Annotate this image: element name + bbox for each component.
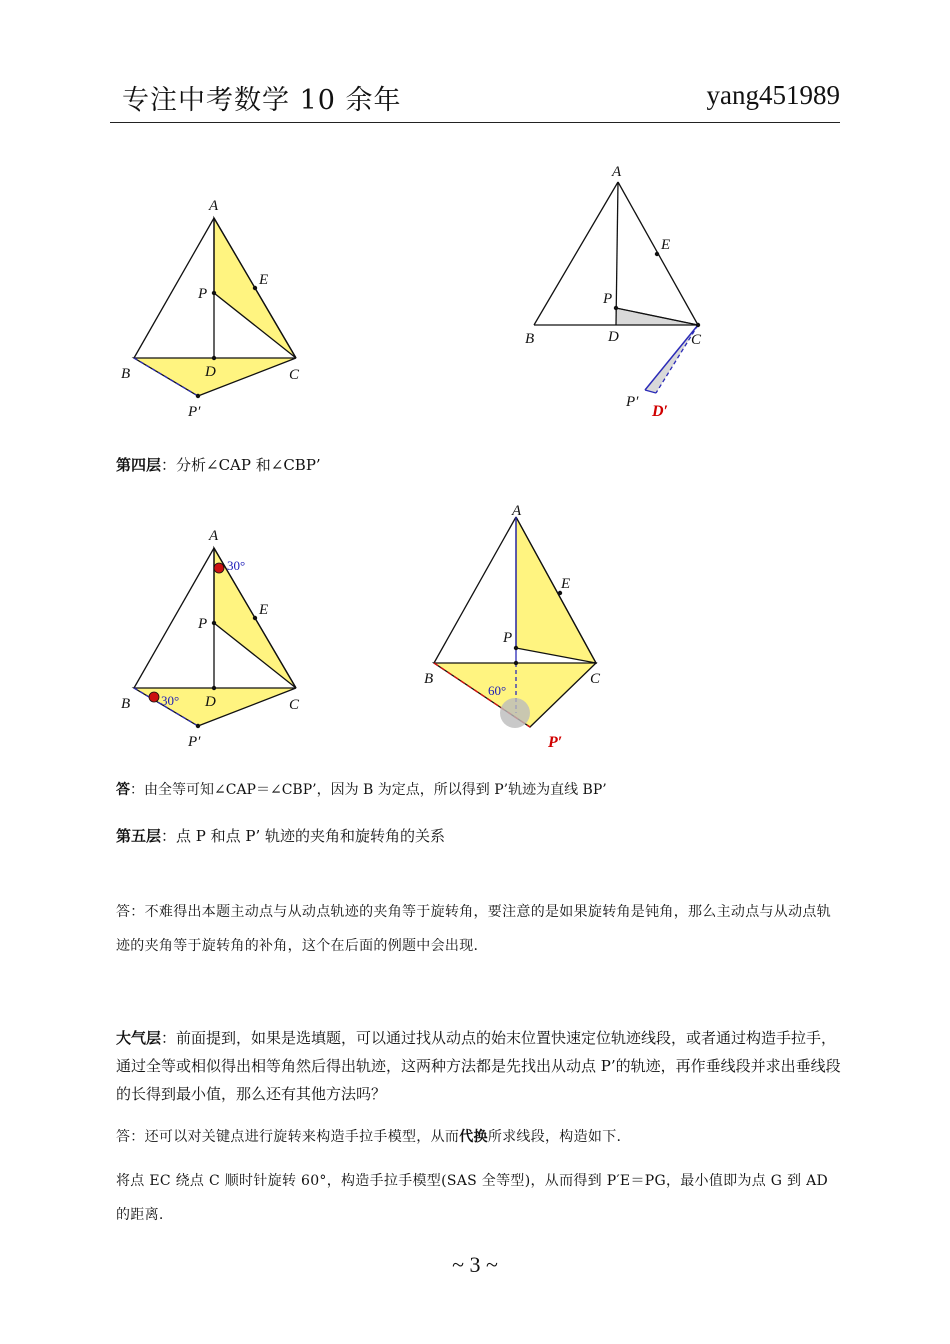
fig4-right-angle-marker	[500, 698, 530, 728]
answer-3-text-b: 所求线段，构造如下.	[487, 1129, 622, 1145]
level-5-label: 第五层	[116, 827, 162, 845]
fig3-label-b: B	[121, 696, 131, 712]
level-5-heading	[116, 823, 842, 850]
page-number: ~ 3 ~	[452, 1252, 498, 1277]
figure-2	[510, 160, 730, 430]
fig2-label-e: E	[661, 237, 671, 253]
fig2-label-pp: P′	[626, 394, 639, 410]
answer-3	[116, 1120, 842, 1154]
fig4-label-a: A	[512, 503, 522, 519]
level-5-text: ：点 P 和点 P’ 轨迹的夹角和旋转角的关系	[161, 827, 446, 845]
answer-2: 答：不难得出本题主动点与从动点轨迹的夹角等于旋转角，要注意的是如果旋转角是钝角，那么主动点与从动点轨迹的夹角等于旋转角的补角，这个在后面的例题中会出现.	[116, 904, 831, 954]
fig2-label-p: P	[603, 291, 613, 307]
fig1-label-a: A	[209, 198, 219, 214]
answer-3-text-a: 答：还可以对关键点进行旋转来构造手拉手模型，从而	[116, 1129, 460, 1145]
answer-1-text: ：由全等可知∠CAP＝∠CBP’，因为 B 为定点，所以得到 P’轨迹为直线 BP’	[130, 782, 607, 798]
page-header	[110, 78, 840, 123]
fig4-angle: 60°	[488, 683, 507, 698]
fig1-label-e: E	[259, 272, 269, 288]
level-4-text: ：分析∠CAP 和∠CBP’	[161, 456, 321, 474]
fig1-label-pp: P′	[188, 404, 201, 420]
answer-1	[116, 777, 842, 804]
fig3-label-e: E	[259, 602, 269, 618]
fig1-label-p: P	[198, 286, 208, 302]
figure-1	[100, 190, 340, 430]
fig1-label-d: D	[205, 364, 216, 380]
fig3-angle-marker-b	[149, 692, 159, 702]
fig4-label-e: E	[561, 576, 571, 592]
fig1-label-c: C	[289, 367, 300, 383]
fig4-label-c: C	[590, 671, 601, 687]
fig3-label-pp: P′	[188, 734, 201, 750]
answer-3-bold: 代换	[459, 1129, 488, 1145]
figure-3	[100, 520, 340, 760]
fig2-label-a: A	[612, 164, 622, 180]
final-paragraph: 将点 EC 绕点 C 顺时针旋转 60°，构造手拉手模型(SAS 全等型)，从而得到 P′E＝PG，最小值即为点 G 到 AD 的距离.	[116, 1173, 829, 1223]
fig3-angle-a: 30°	[227, 558, 246, 573]
fig3-angle-b: 30°	[161, 693, 180, 708]
big-level-paragraph	[116, 1024, 842, 1108]
fig2-label-dp: D′	[652, 403, 669, 420]
answer-1-label: 答	[116, 782, 130, 798]
fig2-label-b: B	[525, 331, 535, 347]
fig3-angle-marker-a	[214, 563, 224, 573]
fig4-label-p: P	[503, 630, 513, 646]
fig4-label-pp: P′	[548, 734, 563, 751]
level-4-heading	[116, 452, 842, 479]
level-4-label: 第四层	[116, 456, 162, 474]
fig2-label-c: C	[691, 332, 702, 348]
fig4-label-b: B	[424, 671, 434, 687]
fig3-label-a: A	[209, 528, 219, 544]
fig3-label-c: C	[289, 697, 300, 713]
fig3-label-p: P	[198, 616, 208, 632]
fig3-label-d: D	[205, 694, 216, 710]
fig1-label-b: B	[121, 366, 131, 382]
header-title: 专注中考数学 10 余年	[122, 85, 402, 116]
big-level-label: 大气层	[116, 1029, 162, 1047]
header-author: yang451989	[706, 80, 840, 110]
figure-4	[410, 495, 630, 760]
fig2-label-d: D	[608, 329, 619, 345]
big-level-text: ：前面提到，如果是选填题，可以通过找从动点的始末位置快速定位轨迹线段，或者通过构造手拉手，通过全等或相似得出相等角然后得出轨迹，这两种方法都是先找出从动点 P’的轨迹，再作垂线段并求出垂线段的长得到最小值，那么还有其他方法吗？	[116, 1029, 841, 1103]
